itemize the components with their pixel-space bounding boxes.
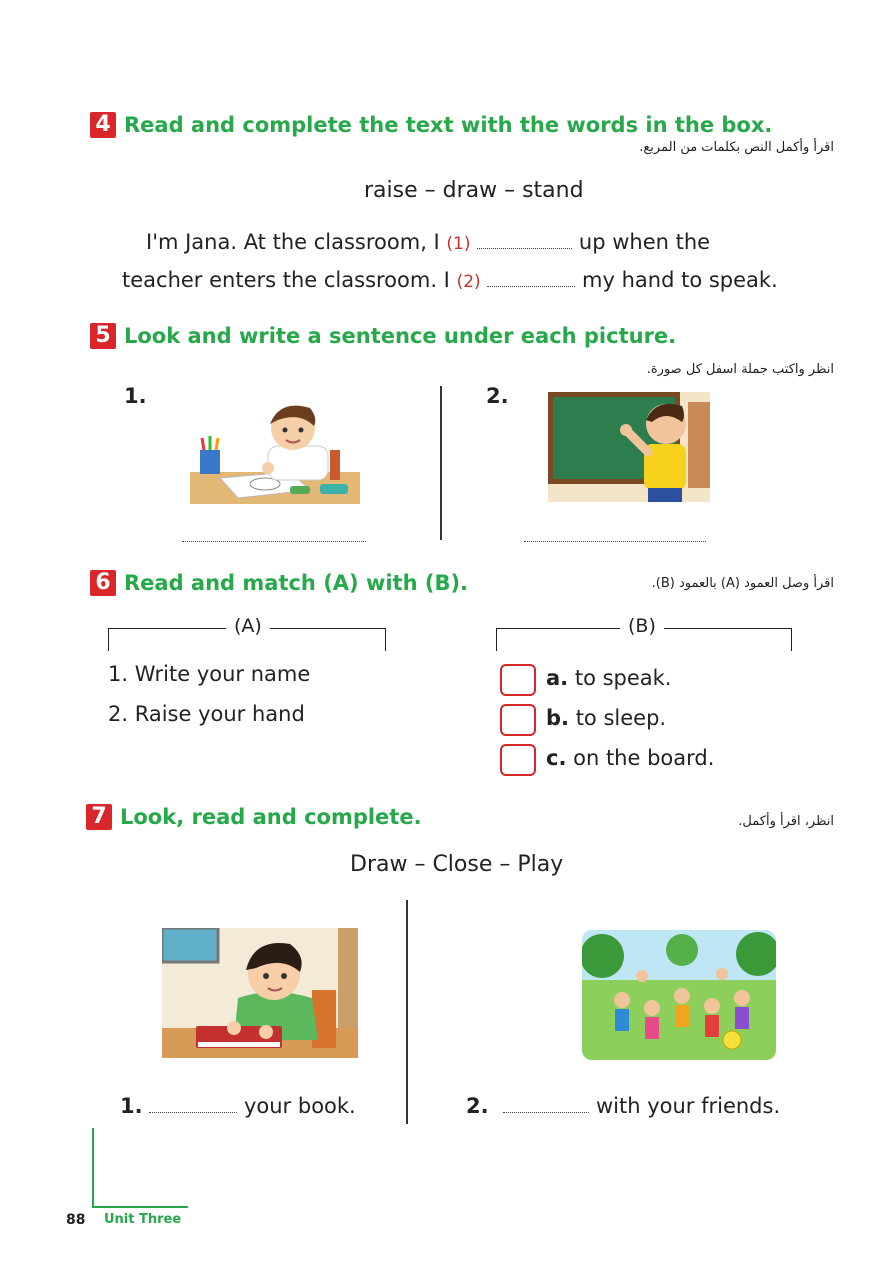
footer-rule-horizontal xyxy=(92,1206,188,1208)
text-fragment: up when the xyxy=(578,230,711,254)
section-title: Read and complete the text with the words in the box. xyxy=(124,113,773,137)
paragraph-line-2 xyxy=(122,268,778,292)
match-option-a[interactable] xyxy=(546,666,672,690)
text-fragment: teacher enters the classroom. I xyxy=(122,268,450,292)
column-divider xyxy=(440,386,442,540)
answer-box-a[interactable] xyxy=(500,664,536,696)
blank-marker: (1) xyxy=(446,234,471,254)
item-number: 1. xyxy=(120,1094,143,1118)
item-number: 2. xyxy=(466,1094,489,1118)
word-box: raise – draw – stand xyxy=(364,178,584,203)
option-text: to sleep. xyxy=(569,706,667,730)
item-text: your book. xyxy=(243,1094,356,1118)
section-5-heading xyxy=(90,323,676,349)
section-number-badge: 6 xyxy=(90,570,116,596)
section-7-heading xyxy=(86,804,422,830)
option-letter: a. xyxy=(546,666,569,690)
column-b-label: (B) xyxy=(620,615,664,637)
section-arabic-instruction: انظر، اقرأ وأكمل. xyxy=(738,814,834,829)
option-text: on the board. xyxy=(566,746,715,770)
text-fragment: I'm Jana. At the classroom, I xyxy=(146,230,440,254)
picture-boy-closing-book xyxy=(162,928,358,1058)
unit-label: Unit Three xyxy=(104,1212,182,1227)
column-a-bracket xyxy=(108,615,386,651)
section-title: Read and match (A) with (B). xyxy=(124,571,469,595)
match-option-b[interactable] xyxy=(546,706,666,730)
word-box: Draw – Close – Play xyxy=(350,852,564,877)
option-text: to speak. xyxy=(568,666,672,690)
exercise-7-item-1 xyxy=(120,1094,356,1118)
exercise-7-item-2 xyxy=(466,1094,780,1118)
match-item-a2[interactable]: 2. Raise your hand xyxy=(108,702,305,726)
option-letter: c. xyxy=(546,746,567,770)
blank-line[interactable] xyxy=(503,1111,589,1113)
section-4-heading xyxy=(90,112,772,138)
section-arabic-instruction: انظر واكتب جملة اسفل كل صورة. xyxy=(646,362,834,377)
answer-box-c[interactable] xyxy=(500,744,536,776)
picture-boy-drawing xyxy=(190,394,360,504)
section-title: Look and write a sentence under each picture. xyxy=(124,324,677,348)
section-number-badge: 4 xyxy=(90,112,116,138)
paragraph-line-1 xyxy=(146,230,710,254)
answer-line-2[interactable] xyxy=(524,540,706,542)
blank-line[interactable] xyxy=(149,1111,237,1113)
option-letter: b. xyxy=(546,706,570,730)
column-a-label: (A) xyxy=(226,615,270,637)
item-text: with your friends. xyxy=(595,1094,781,1118)
section-arabic-instruction: اقرأ وأكمل النص بكلمات من المربع. xyxy=(639,140,834,155)
item-number: 1. xyxy=(124,384,147,408)
item-number: 2. xyxy=(486,384,509,408)
footer-rule-vertical xyxy=(92,1128,94,1208)
section-number-badge: 5 xyxy=(90,323,116,349)
section-6-heading xyxy=(90,570,468,596)
section-title: Look, read and complete. xyxy=(120,805,422,829)
blank-line-2[interactable] xyxy=(487,285,575,287)
match-item-a1[interactable]: 1. Write your name xyxy=(108,662,311,686)
match-option-c[interactable] xyxy=(546,746,714,770)
text-fragment: my hand to speak. xyxy=(582,268,778,292)
page-number: 88 xyxy=(66,1212,86,1228)
picture-children-playing xyxy=(582,930,776,1060)
picture-boy-writing-on-board xyxy=(548,392,710,502)
answer-line-1[interactable] xyxy=(182,540,366,542)
answer-box-b[interactable] xyxy=(500,704,536,736)
blank-marker: (2) xyxy=(456,272,481,292)
blank-line-1[interactable] xyxy=(477,247,572,249)
section-number-badge: 7 xyxy=(86,804,112,830)
column-b-bracket xyxy=(496,615,792,651)
section-arabic-instruction: اقرأ وصل العمود (A) بالعمود (B). xyxy=(651,576,834,591)
column-divider xyxy=(406,900,408,1124)
